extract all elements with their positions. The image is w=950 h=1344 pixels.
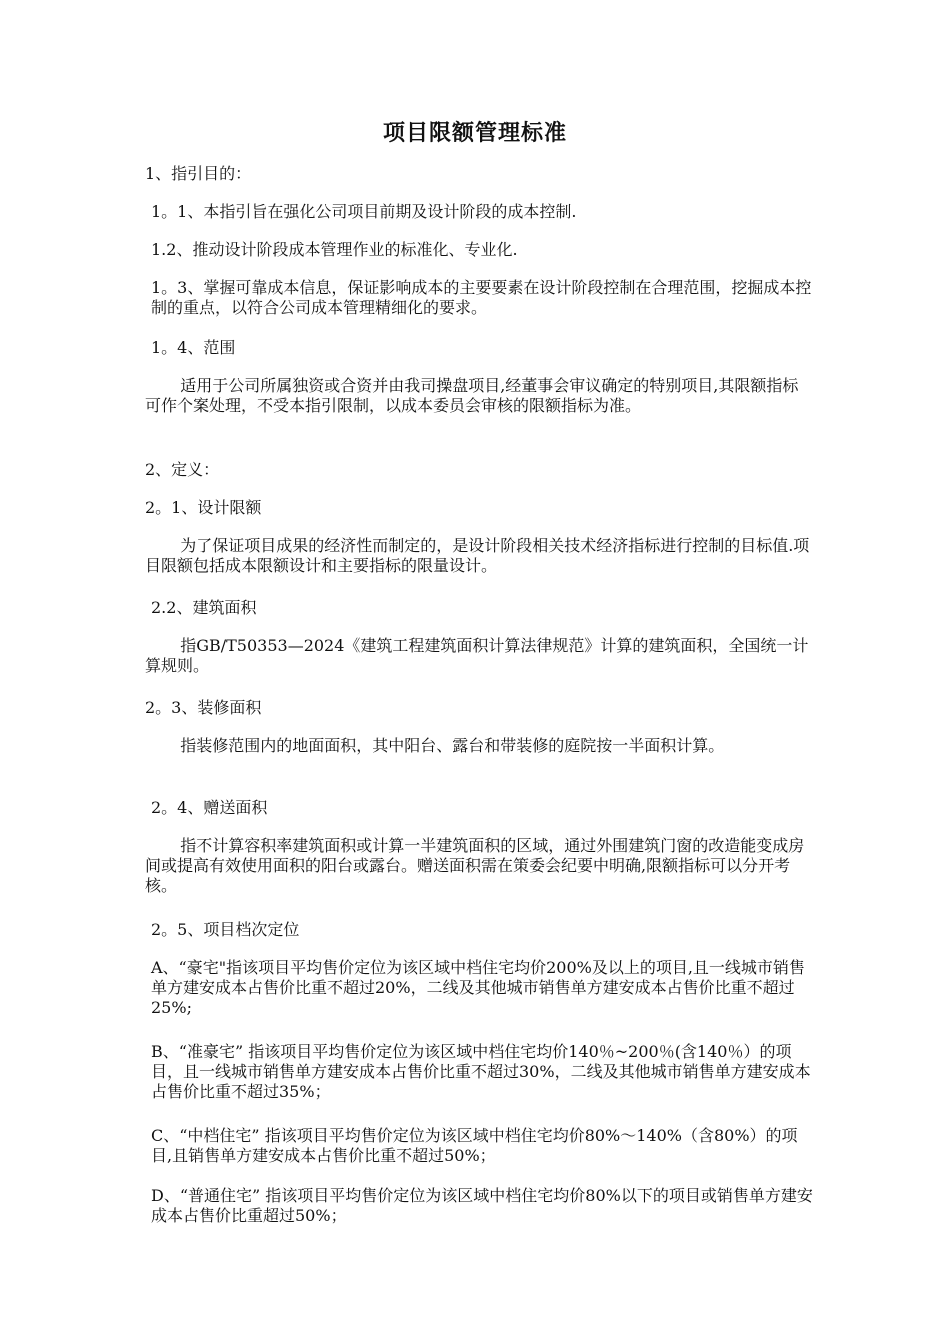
paragraph-grade-c: C、“中档住宅” 指该项目平均售价定位为该区域中档住宅均价80%～140%（含80%）的项目,且销售单方建安成本占售价比重不超过50%； xyxy=(151,1126,798,1165)
paragraph-2-4-heading: 2。4、赠送面积 xyxy=(151,798,268,817)
paragraph-grade-d: D、“普通住宅” 指该项目平均售价定位为该区域中档住宅均价80%以下的项目或销售单方建安成本占售价比重超过50%； xyxy=(151,1186,813,1225)
paragraph-grade-a: A、“豪宅"指该项目平均售价定位为该区域中档住宅均价200%及以上的项目,且一线城市销售单方建安成本占售价比重不超过20%，二线及其他城市销售单方建安成本占售价比重不超过25%; xyxy=(151,958,805,1017)
paragraph-1-1: 1。1、本指引旨在强化公司项目前期及设计阶段的成本控制. xyxy=(151,202,577,221)
document-title: 项目限额管理标准 xyxy=(382,120,567,146)
paragraph-grade-b: B、“准豪宅” 指该项目平均售价定位为该区域中档住宅均价140％~200％(含140％）的项目，且一线城市销售单方建安成本占售价比重不超过30%，二线及其他城市销售单方建安成本占售价比重不超过35%； xyxy=(151,1042,811,1101)
paragraph-building-area: 指GB/T50353—2024《建筑工程建筑面积计算法律规范》计算的建筑面积，全国统一计算规则。 xyxy=(145,636,809,675)
paragraph-scope: 适用于公司所属独资或合资并由我司操盘项目,经董事会审议确定的特别项目,其限额指标可作个案处理，不受本指引限制，以成本委员会审核的限额指标为准。 xyxy=(145,376,799,415)
paragraph-2-2-heading: 2.2、建筑面积 xyxy=(151,598,257,617)
paragraph-gift-area: 指不计算容积率建筑面积或计算一半建筑面积的区域，通过外围建筑门窗的改造能变成房间或提高有效使用面积的阳台或露台。赠送面积需在策委会纪要中明确,限额指标可以分开考核。 xyxy=(145,836,805,895)
paragraph-1-2: 1.2、推动设计阶段成本管理作业的标准化、专业化. xyxy=(151,240,518,259)
paragraph-design-limit: 为了保证项目成果的经济性而制定的，是设计阶段相关技术经济指标进行控制的目标值.项目限额包括成本限额设计和主要指标的限量设计。 xyxy=(145,536,810,575)
paragraph-1-4-heading: 1。4、范围 xyxy=(151,338,236,357)
paragraph-decoration-area: 指装修范围内的地面面积，其中阳台、露台和带装修的庭院按一半面积计算。 xyxy=(180,736,725,755)
paragraph-2-5-heading: 2。5、项目档次定位 xyxy=(151,920,300,939)
paragraph-2-3-heading: 2。3、装修面积 xyxy=(145,698,262,717)
section-heading-definitions: 2、定义： xyxy=(145,460,220,479)
paragraph-1-3: 1。3、掌握可靠成本信息，保证影响成本的主要要素在设计阶段控制在合理范围，挖掘成本控制的重点，以符合公司成本管理精细化的要求。 xyxy=(151,278,812,317)
paragraph-2-1-heading: 2。1、设计限额 xyxy=(145,498,262,517)
section-heading-purpose: 1、指引目的： xyxy=(145,164,252,183)
